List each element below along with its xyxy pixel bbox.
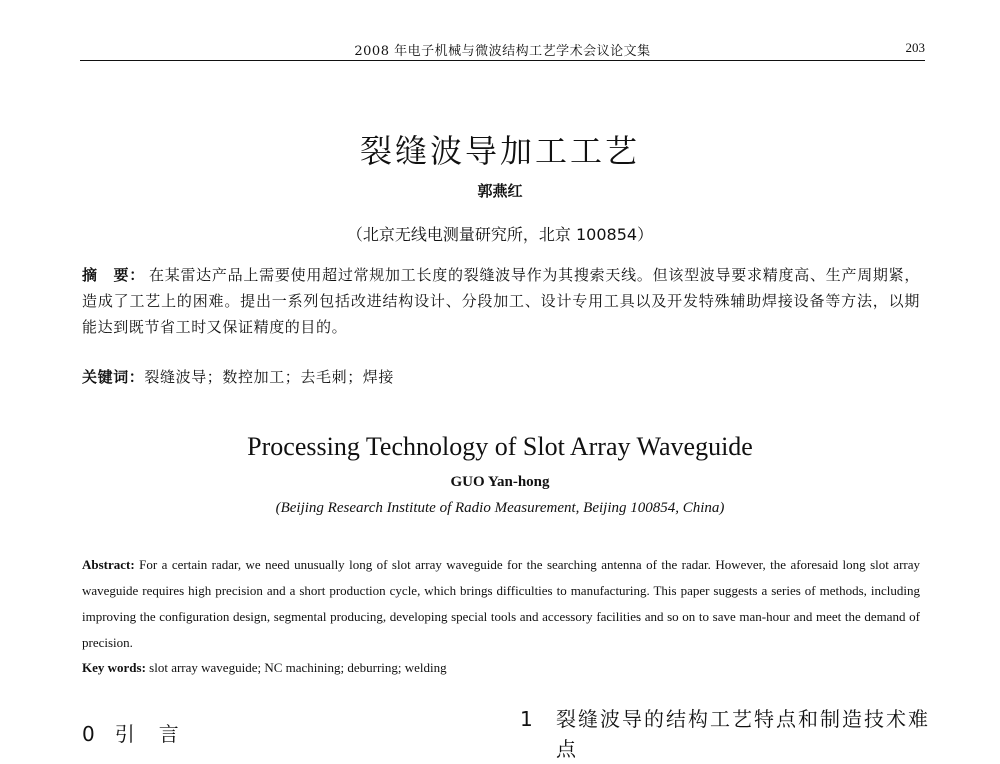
keywords-english: [82, 660, 920, 676]
abstract-english: [82, 552, 920, 656]
section-title-1: 裂缝波导的结构工艺特点和制造技术难点: [556, 707, 930, 761]
conference-title: 2008 年电子机械与微波结构工艺学术会议论文集: [354, 44, 651, 59]
section-heading-1: [520, 704, 930, 764]
affiliation-english: (Beijing Research Institute of Radio Measurement, Beijing 100854, China): [275, 500, 725, 516]
page-number: 203: [905, 40, 925, 55]
section-title-intro-char2: 言: [158, 722, 181, 746]
keywords-text-english: slot array waveguide; NC machining; deburring; welding: [149, 660, 447, 675]
section-title-intro-char1: 引: [114, 722, 137, 746]
author-chinese: 郭燕红: [477, 182, 523, 200]
abstract-label-english: Abstract:: [82, 557, 135, 572]
paper-title-chinese: 裂缝波导加工工艺: [359, 132, 640, 170]
abstract-label-chinese: 摘 要：: [82, 266, 145, 284]
author-english: GUO Yan-hong: [450, 474, 550, 490]
keywords-label-chinese: 关键词：: [82, 368, 145, 386]
paper-title-english: Processing Technology of Slot Array Waveguide: [247, 432, 753, 461]
keywords-label-english: Key words:: [82, 660, 146, 675]
keywords-chinese: [82, 366, 920, 387]
abstract-text-chinese: 在某雷达产品上需要使用超过常规加工长度的裂缝波导作为其搜索天线。但该型波导要求精度高、生产周期紧，造成了工艺上的困难。提出一系列包括改进结构设计、分段加工、设计专用工具以及开发特殊辅助焊接设备等方法，以期能达到既节省工时又保证精度的目的。: [82, 266, 921, 336]
abstract-chinese: [82, 262, 920, 340]
section-heading-introduction: [82, 718, 181, 747]
affiliation-chinese: （北京无线电测量研究所，北京 100854）: [346, 225, 654, 244]
running-header: [80, 38, 925, 61]
section-number-1: 1: [520, 707, 535, 731]
abstract-text-english: For a certain radar, we need unusually long of slot array waveguide for the searching antenna of the radar. However, the aforesaid long slot array waveguide requires high precision and a short production cycle, which brings difficulties to manufacturing. This paper suggests a series of methods, including improving the configuration design, segmental producing, developing special tools and accessory facilities and so on to save man-hour and meet the demand of precision.: [82, 557, 921, 650]
section-number-0: 0: [82, 722, 97, 746]
keywords-text-chinese: 裂缝波导；数控加工；去毛刺；焊接: [144, 368, 395, 386]
